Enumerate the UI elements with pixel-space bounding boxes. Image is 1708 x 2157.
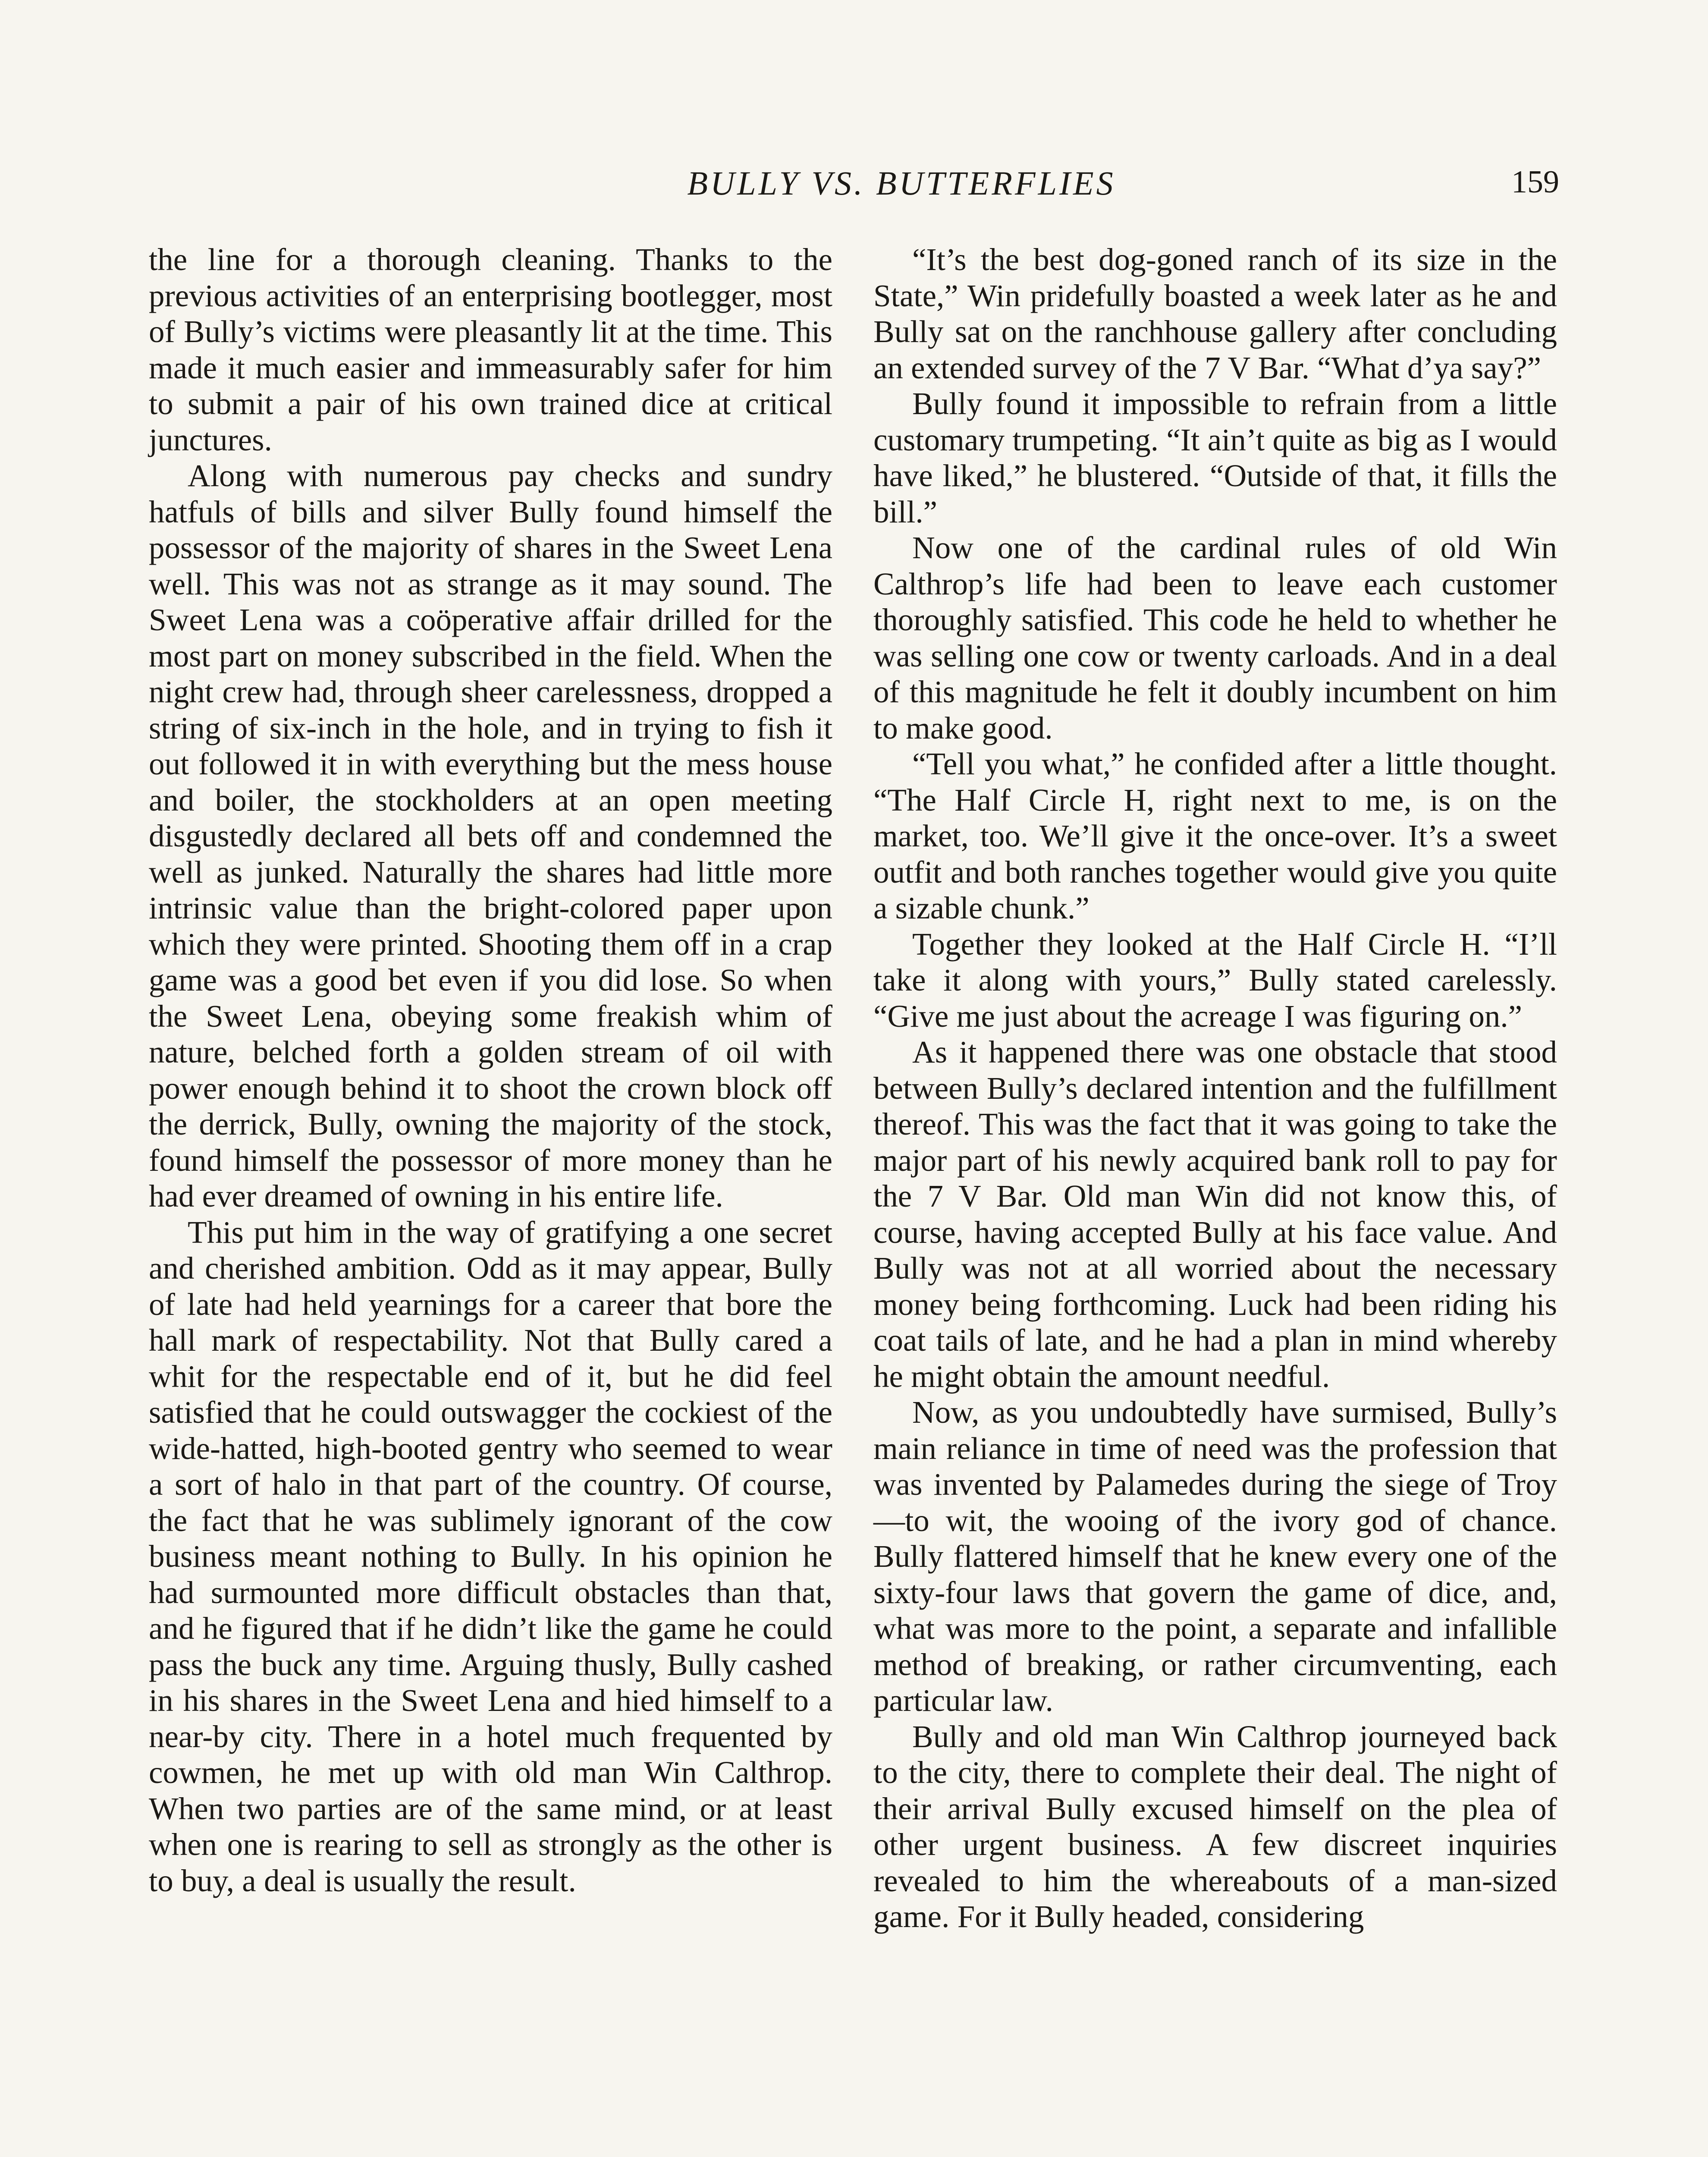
running-title: BULLY VS. BUTTERFLIES (687, 164, 1116, 202)
left-column (149, 242, 832, 1899)
paragraph: Along with numerous pay checks and sundry hatfuls of bills and silver Bully found himself the possessor of the majority of shares in the Sweet Lena well. This was not as strange as it may sound. The Sweet Lena was a coöperative affair drilled for the most part on money subscribed in the field. When the night crew had, through sheer carelessness, dropped a string of six-inch in the hole, and in trying to fish it out followed it in with everything but the mess house and boiler, the stockholders at an open meeting disgustedly declared all bets off and condemned the well as junked. Naturally the shares had little more intrinsic value than the bright-colored paper upon which they were printed. Shooting them off in a crap game was a good bet even if you did lose. So when the Sweet Lena, obeying some freakish whim of nature, belched forth a golden stream of oil with power enough behind it to shoot the crown block off the derrick, Bully, owning the majority of the stock, found himself the possessor of more money than he had ever dreamed of owning in his entire life. (149, 458, 832, 1214)
paragraph: Now one of the cardinal rules of old Win Calthrop’s life had been to leave each customer thoroughly satisfied. This code he held to whether he was selling one cow or twenty carloads. And in a deal of this magnitude he felt it doubly incumbent on him to make good. (873, 530, 1557, 745)
page-number: 159 (1511, 164, 1559, 200)
paragraph: Together they looked at the Half Circle H. “I’ll take it along with yours,” Bully stated carelessly. “Give me just about the acreage I was figuring on.” (873, 926, 1557, 1034)
paragraph: Now, as you undoubtedly have surmised, Bully’s main reliance in time of need was the profession that was invented by Palamedes during the siege of Troy—to wit, the wooing of the ivory god of chance. Bully flattered himself that he knew every one of the sixty-four laws that govern the game of dice, and, what was more to the point, a separate and infallible method of breaking, or rather circumventing, each particular law. (873, 1395, 1557, 1718)
paragraph: Bully and old man Win Calthrop journeyed back to the city, there to complete their deal. The night of their arrival Bully excused himself on the plea of other urgent business. A few discreet inquiries revealed to him the whereabouts of a man-sized game. For it Bully headed, considering (873, 1719, 1557, 1934)
paragraph: “Tell you what,” he confided after a little thought. “The Half Circle H, right next to me, is on the market, too. We’ll give it the once-over. It’s a sweet outfit and both ranches together would give you quite a sizable chunk.” (873, 746, 1557, 925)
paragraph: Bully found it impossible to refrain from a little customary trumpeting. “It ain’t quite as big as I would have liked,” he blustered. “Outside of that, it fills the bill.” (873, 386, 1557, 529)
page-header (147, 164, 1559, 216)
paragraph: As it happened there was one obstacle that stood between Bully’s declared intention and the fulfillment thereof. This was the fact that it was going to take the major part of his newly acquired bank roll to pay for the 7 V Bar. Old man Win did not know this, of course, having accepted Bully at his face value. And Bully was not at all worried about the necessary money being forthcoming. Luck had been riding his coat tails of late, and he had a plan in mind whereby he might obtain the amount needful. (873, 1034, 1557, 1394)
paragraph: the line for a thorough cleaning. Thanks to the previous activities of an enterprising bootlegger, most of Bully’s victims were pleasantly lit at the time. This made it much easier and immeasurably safer for him to submit a pair of his own trained dice at critical junctures. (149, 242, 832, 457)
paragraph: This put him in the way of gratifying a one secret and cherished ambition. Odd as it may appear, Bully of late had held yearnings for a career that bore the hall mark of respectability. Not that Bully cared a whit for the respectable end of it, but he did feel satisfied that he could outswagger the cockiest of the wide-hatted, high-booted gentry who seemed to wear a sort of halo in that part of the country. Of course, the fact that he was sublimely ignorant of the cow business meant nothing to Bully. In his opinion he had surmounted more difficult obstacles than that, and he figured that if he didn’t like the game he could pass the buck any time. Arguing thusly, Bully cashed in his shares in the Sweet Lena and hied himself to a near-by city. There in a hotel much frequented by cowmen, he met up with old man Win Calthrop. When two parties are of the same mind, or at least when one is rearing to sell as strongly as the other is to buy, a deal is usually the result. (149, 1214, 832, 1898)
paragraph: “It’s the best dog-goned ranch of its size in the State,” Win pridefully boasted a week later as he and Bully sat on the ranchhouse gallery after concluding an extended survey of the 7 V Bar. “What d’ya say?” (873, 242, 1557, 385)
right-column (873, 242, 1557, 1935)
